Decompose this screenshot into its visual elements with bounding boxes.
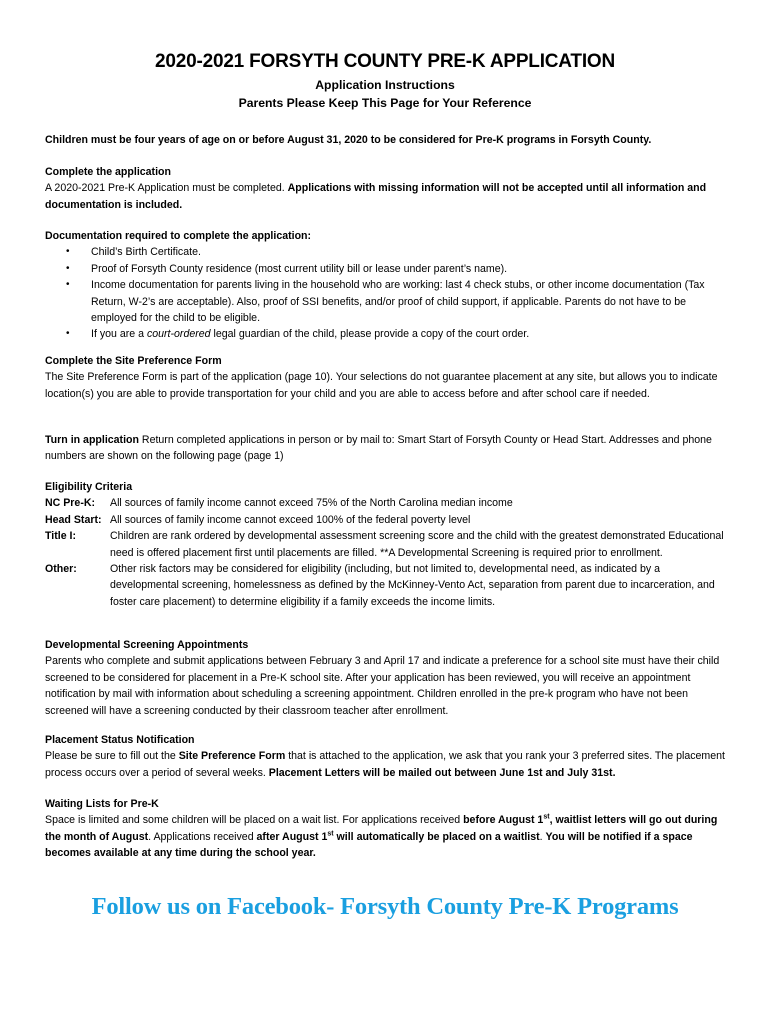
criteria-text: Other risk factors may be considered for eligibility (including, but not limited to, developmental need, as indicated by a developmental screening, homelessness as defined by the McKinney-Vento Act, separation from parent due to incarceration, and foster care placement) to determine eligibility if a family exceeds the income limits. xyxy=(110,563,715,608)
placement-heading: Placement Status Notification xyxy=(45,734,195,746)
section-site-preference xyxy=(45,353,729,402)
waiting-text: Space is limited and some children will be placed on a wait list. For applications received xyxy=(45,814,464,827)
eligibility-heading: Eligibility Criteria xyxy=(45,481,133,493)
waiting-text-2: . Applications received xyxy=(148,830,257,843)
bullet-icon: • xyxy=(66,246,70,258)
doc-item-guardian-pre: If you are a xyxy=(91,328,147,341)
criteria-text: All sources of family income cannot exceed 100% of the federal poverty level xyxy=(110,513,471,526)
criteria-text: All sources of family income cannot exceed 75% of the North Carolina median income xyxy=(110,497,513,510)
waiting-auto: will automatically be placed on a waitlist xyxy=(333,830,540,843)
list-item xyxy=(45,277,729,326)
subtitle-keep-page: Parents Please Keep This Page for Your Reference xyxy=(238,96,532,110)
section-placement-status xyxy=(45,732,729,781)
doc-item-residence: Proof of Forsyth County residence (most current utility bill or lease under parent’s name). xyxy=(91,262,508,275)
list-item xyxy=(45,261,729,277)
page-title: 2020-2021 FORSYTH COUNTY PRE-K APPLICATION xyxy=(154,51,615,72)
list-item xyxy=(45,244,729,260)
criteria-label: Head Start: xyxy=(45,513,102,526)
waiting-period: . xyxy=(539,830,546,843)
waiting-heading: Waiting Lists for Pre-K xyxy=(45,798,159,810)
placement-dates: Placement Letters will be mailed out between June 1st and July 31st. xyxy=(268,766,616,779)
bullet-icon: • xyxy=(66,262,70,274)
turn-in-text: Return completed applications in person or by mail to: Smart Start of Forsyth County or Head Start. Addresses and phone numbers are shown on the following page (page 1) xyxy=(45,434,712,463)
site-pref-heading: Complete the Site Preference Form xyxy=(45,355,222,367)
criteria-label: Title I: xyxy=(45,530,77,543)
eligibility-row xyxy=(45,528,729,561)
turn-in-heading: Turn in application xyxy=(45,434,139,446)
waiting-after-date: after August 1 xyxy=(256,830,328,843)
eligibility-row xyxy=(45,512,729,528)
section-turn-in xyxy=(45,432,729,465)
eligibility-row xyxy=(45,561,729,610)
section-documentation xyxy=(45,228,729,343)
section-complete-application xyxy=(45,164,729,213)
doc-item-birth-certificate: Child’s Birth Certificate. xyxy=(91,246,201,259)
age-requirement: Children must be four years of age on or before August 31, 2020 to be considered for Pre-K programs in Forsyth County. xyxy=(45,134,652,146)
eligibility-row xyxy=(45,495,729,511)
doc-item-income: Income documentation for parents living in the household who are working: last 4 check stubs, or other income documentation (Tax Return, W-2’s are acceptable). Also, proof of SSI benefits, and/or proof of child support, if applicable. Parents do not have to be employed for the child to be eligible. xyxy=(91,279,705,325)
criteria-text: Children are rank ordered by developmental assessment screening score and the child with the greatest demonstrated Educational need is offered placement first until placements are filled. **A Developmental Screening is required prior to enrollment. xyxy=(110,530,724,559)
criteria-label: NC Pre-K: xyxy=(45,497,96,510)
doc-item-guardian-post: legal guardian of the child, please provide a copy of the court order. xyxy=(210,328,530,341)
placement-text-2: that is attached to the application, we ask that you rank your 3 preferred sites. The placement process occurs over a period of several weeks. xyxy=(45,750,725,779)
complete-heading: Complete the application xyxy=(45,166,171,178)
subtitle-instructions: Application Instructions xyxy=(315,78,455,92)
section-developmental-screening xyxy=(45,637,729,719)
bullet-icon: • xyxy=(66,328,70,340)
placement-form-name: Site Preference Form xyxy=(178,750,286,763)
waiting-sup: st xyxy=(543,813,550,821)
placement-text: Please be sure to fill out the xyxy=(45,750,179,763)
section-waiting-lists xyxy=(45,796,729,862)
waiting-before-date: before August 1 xyxy=(463,814,544,827)
waiting-letters: , waitlist letters will go out during the month of August xyxy=(45,814,718,843)
documentation-heading: Documentation required to complete the application: xyxy=(45,230,312,242)
facebook-follow-banner: Follow us on Facebook- Forsyth County Pre-K Programs xyxy=(91,893,679,920)
dev-screening-text: Parents who complete and submit applications between February 3 and April 17 and indicate a preference for a school site must have their child screened to be considered for placement in a Pre-K school site. After your application has been reviewed, you will receive an appointment notification by mail with information about scheduling a screening appointment. Children enrolled in the pre-k program who have not been screened will have a screening conducted by their classroom teacher after enrollment. xyxy=(45,655,720,717)
complete-warning: Applications with missing information will not be accepted until all information and documentation is included. xyxy=(45,182,707,211)
complete-text: A 2020-2021 Pre-K Application must be completed. xyxy=(45,182,288,195)
dev-screening-heading: Developmental Screening Appointments xyxy=(45,639,249,651)
waiting-notify: You will be notified if a space becomes available at any time during the school year. xyxy=(45,830,693,860)
criteria-label: Other: xyxy=(45,563,77,576)
section-eligibility xyxy=(45,479,729,610)
documentation-list xyxy=(45,244,729,342)
doc-item-guardian-italic: court-ordered xyxy=(146,328,211,341)
bullet-icon: • xyxy=(66,279,70,291)
list-item xyxy=(45,326,729,342)
site-pref-text: The Site Preference Form is part of the application (page 10). Your selections do not guarantee placement at any site, but allows you to indicate location(s) you are able to provide transportation for your child and you are able to access before and after school care if needed. xyxy=(45,371,718,400)
waiting-sup: st xyxy=(327,830,334,838)
